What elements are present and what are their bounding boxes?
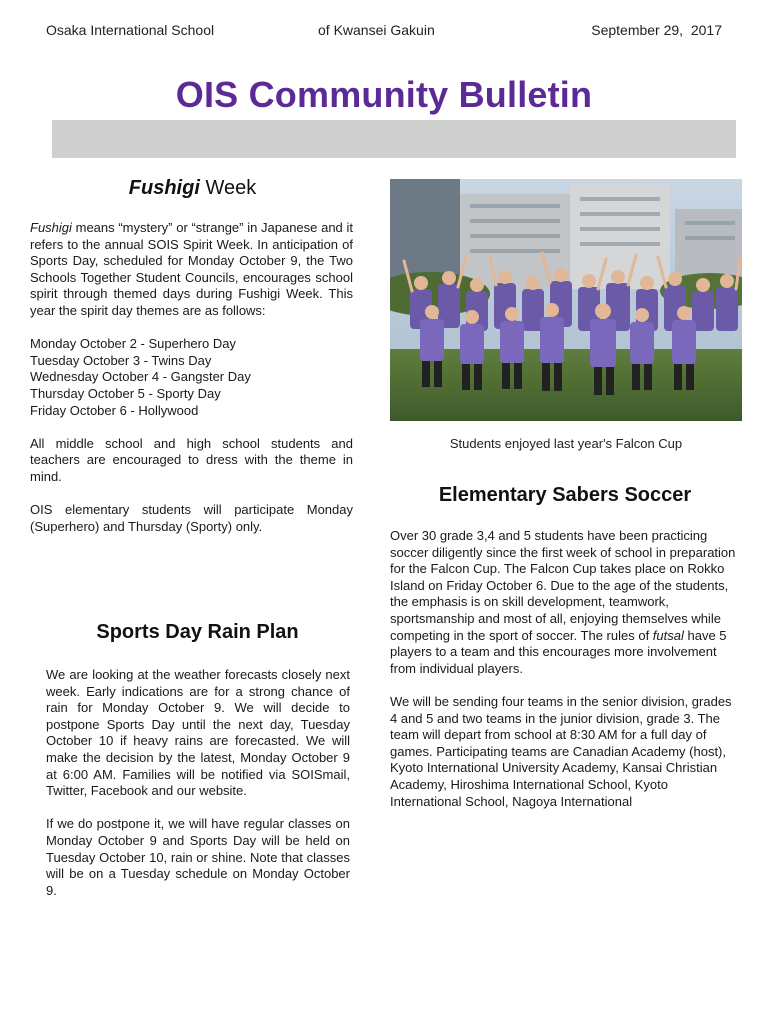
fushigi-intro — [30, 220, 353, 320]
school-name: Osaka International School — [46, 22, 215, 38]
rain-plan-paragraph-1: We are looking at the weather forecasts closely next week. Early indications are for a strong chance of rain for Monday October 9. We will decide to postpone Sports Day until the next day, Tuesday October 10 if heavy rains are forecasted. We will make the decision by the latest, Monday October 9 at 6:00 AM. Families will be notified via SOISmail, Twitter, Facebook and our website. — [46, 667, 350, 799]
photo-caption: Students enjoyed last year's Falcon Cup — [449, 436, 683, 451]
falcon-cup-photo — [390, 179, 742, 421]
fushigi-dress-paragraph: All middle school and high school students and teachers are encouraged to dress with the theme in mind. — [30, 435, 353, 484]
soccer-paragraph-1-b: have 5 players to a team and this encourages more involvement from individual players. — [390, 627, 727, 676]
fushigi-column — [30, 220, 353, 552]
rain-plan-column — [46, 667, 350, 916]
spirit-day-list — [30, 336, 353, 419]
soccer-heading: Elementary Sabers Soccer — [438, 484, 692, 506]
team-photo-illustration — [390, 179, 742, 421]
fushigi-heading-rest: Week — [199, 177, 257, 199]
fushigi-elementary-paragraph: OIS elementary students will participate Monday (Superhero) and Thursday (Sporty) only. — [30, 502, 353, 534]
soccer-paragraph-1 — [390, 528, 742, 677]
title-banner — [52, 120, 736, 158]
page-title: OIS Community Bulletin — [175, 74, 593, 115]
fushigi-heading — [30, 177, 355, 200]
list-item: Thursday October 5 - Sporty Day — [30, 385, 221, 401]
list-item: Friday October 6 - Hollywood — [30, 402, 199, 418]
list-item: Wednesday October 4 - Gangster Day — [30, 369, 251, 385]
fushigi-heading-italic: Fushigi — [128, 177, 200, 199]
bulletin-date: September 29, 2017 — [591, 22, 722, 38]
fushigi-intro-italic: Fushigi — [30, 220, 72, 235]
fushigi-intro-text: means “mystery” or “strange” in Japanese and it refers to the annual SOIS Spirit Week. In anticipation of Sports Day, scheduled for Monday October 9, the Two Schools Together Student Councils, encourages school spirit through themed days during Fushigi Week. This year the spirit day themes are as follows: — [30, 220, 353, 318]
futsal-term: futsal — [652, 627, 684, 643]
list-item: Monday October 2 - Superhero Day — [30, 336, 236, 352]
rain-plan-paragraph-2: If we do postpone it, we will have regular classes on Monday October 9 and Sports Day will be held on Tuesday October 10, rain or shine. Note that classes will be on a Tuesday schedule on Monday October 9. — [46, 816, 350, 898]
school-affiliation: of Kwansei Gakuin — [318, 22, 435, 38]
soccer-column — [390, 528, 742, 827]
rain-plan-heading: Sports Day Rain Plan — [96, 621, 299, 643]
soccer-paragraph-2: We will be sending four teams in the senior division, grades 4 and 5 and two teams in the junior division, grade 3. The team will depart from school at 8:30 AM for a full day of games. Participating teams are Canadian Academy (host), Kyoto International University Academy, Kansai Christian Academy, Hiroshima International School, Kyoto International School, Nagoya International — [390, 693, 732, 809]
list-item: Tuesday October 3 - Twins Day — [30, 352, 212, 368]
soccer-paragraph-1-a: Over 30 grade 3,4 and 5 students have been practicing soccer diligently since the first week of school in preparation for the Falcon Cup. The Falcon Cup takes place on Rokko Island on Friday October 6. Due to the age of the students, the emphasis is on skill development, teamwork, sportsmanship and most of all, enjoying themselves while competing in the sport of soccer. The rules of — [390, 528, 736, 643]
